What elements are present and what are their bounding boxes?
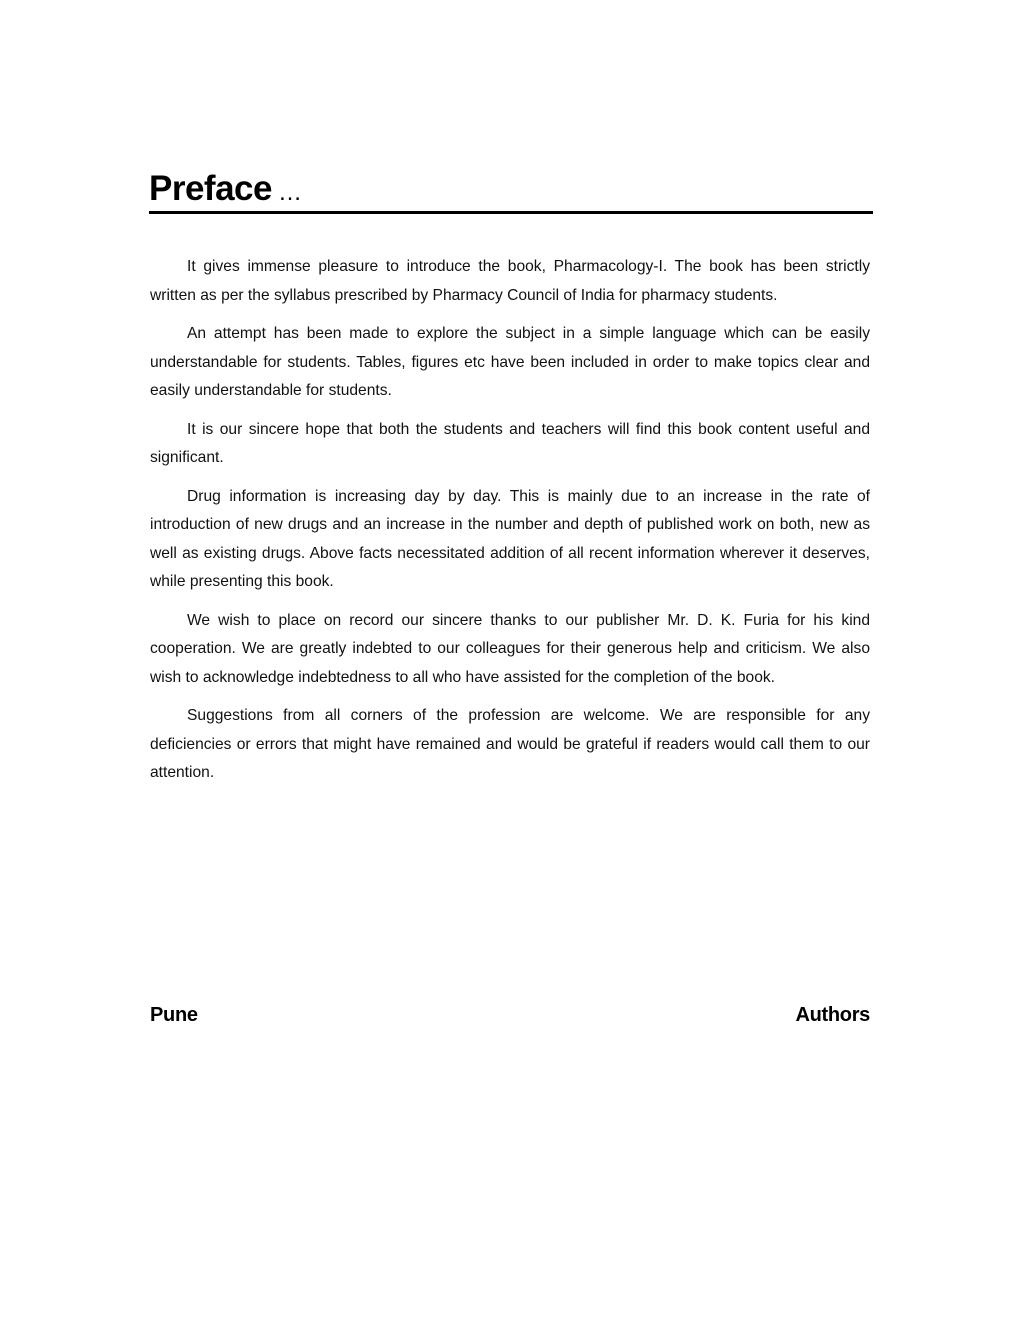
signoff-authors: Authors: [795, 1004, 870, 1026]
page-title: [149, 168, 873, 214]
page-title-text: Preface: [149, 169, 272, 208]
preface-body: [150, 253, 870, 798]
paragraph-6: Suggestions from all corners of the profession are welcome. We are responsible for any deficiencies or errors that might have remained and would be grateful if readers would call them to our attention.: [150, 707, 870, 781]
paragraph-1: It gives immense pleasure to introduce the book, Pharmacology-I. The book has been strictly written as per the syllabus prescribed by Pharmacy Council of India for pharmacy students.: [150, 258, 870, 304]
title-underline-divider: [149, 211, 873, 214]
paragraph-3: It is our sincere hope that both the students and teachers will find this book content useful and significant.: [150, 420, 870, 466]
paragraph-5: We wish to place on record our sincere thanks to our publisher Mr. D. K. Furia for his kind cooperation. We are greatly indebted to our colleagues for their generous help and criticism. We also wish to acknowledge indebtedness to all who have assisted for the completion of the book.: [150, 611, 870, 686]
heading: [149, 168, 873, 214]
signoff: [150, 1001, 870, 1029]
signoff-place: Pune: [150, 1004, 198, 1026]
paragraph-2: An attempt has been made to explore the subject in a simple language which can be easily understandable for students. Tables, figures etc have been included in order to make topics clear and easily understandable for students.: [150, 325, 870, 399]
page-title-ellipsis: …: [277, 179, 303, 206]
paragraph-4: Drug information is increasing day by day. This is mainly due to an increase in the rate of introduction of new drugs and an increase in the number and depth of published work on both, new as well as existing drugs. Above facts necessitated addition of all recent information wherever it deserves, while presenting this book.: [150, 487, 870, 590]
